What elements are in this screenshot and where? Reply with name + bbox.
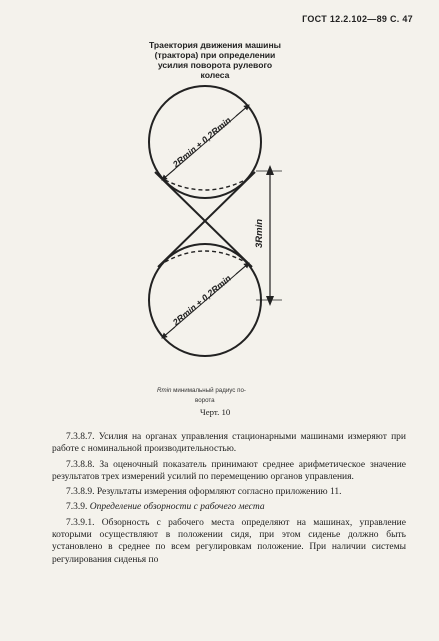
height-arrow-top (266, 165, 274, 175)
tangent-line-b (158, 172, 255, 267)
figure-note (157, 386, 307, 406)
figure-title-line-3: усилия поворота рулевого (157, 60, 273, 70)
section-number: 7.3.9. (66, 502, 90, 513)
height-arrow-bottom (266, 296, 274, 306)
arrow-top-a (162, 169, 175, 180)
paragraph-7-3-8-8: 7.3.8.8. За оценочный показатель принимают среднее арифметическое значение результатов трех измерений усилий по перемещению органов управления. (52, 459, 406, 482)
body-text (52, 431, 406, 566)
dashed-arc-top (165, 180, 245, 190)
note-symbol: Rmin (157, 387, 172, 394)
section-title: Определение обзорности с рабочего места (89, 502, 265, 513)
tangent-line-a (155, 172, 252, 267)
page-header: ГОСТ 12.2.102—89 С. 47 (302, 14, 413, 24)
section-heading-7-3-9 (52, 501, 406, 513)
figure-title-line-1: Траектория движения машины (149, 40, 281, 50)
figure-title-line-4: колеса (200, 70, 230, 80)
arrow-bottom-a (162, 327, 175, 338)
height-label: 3Rmin (254, 218, 265, 248)
figure-number: Черт. 10 (200, 407, 231, 417)
note-text-1: минимальный радиус по- (171, 387, 246, 394)
diameter-label-bottom: 2Rmin + 0,2Rmin (170, 273, 234, 328)
paragraph-7-3-9-1: 7.3.9.1. Обзорность с рабочего места определяют на машинах, управление которыми осуществляют в положении сидя, при этом сиденье должно быть установлено в среднее по всем регулировкам положение. При наличии системы регулирования сиденья по (52, 517, 406, 565)
arrow-top-b (236, 105, 249, 116)
diameter-label-top: 2Rmin + 0,2Rmin (170, 115, 234, 170)
paragraph-7-3-8-7: 7.3.8.7. Усилия на органах управления стационарными машинами измеряют при работе с номинальной производительностью. (52, 432, 406, 455)
arrow-bottom-b (236, 263, 249, 274)
paragraph-7-3-8-9: 7.3.8.9. Результаты измерения оформляют согласно приложению 11. (66, 487, 342, 498)
figure-title-line-2: (трактора) при определении (154, 50, 276, 60)
note-text-2: ворота (195, 397, 215, 404)
